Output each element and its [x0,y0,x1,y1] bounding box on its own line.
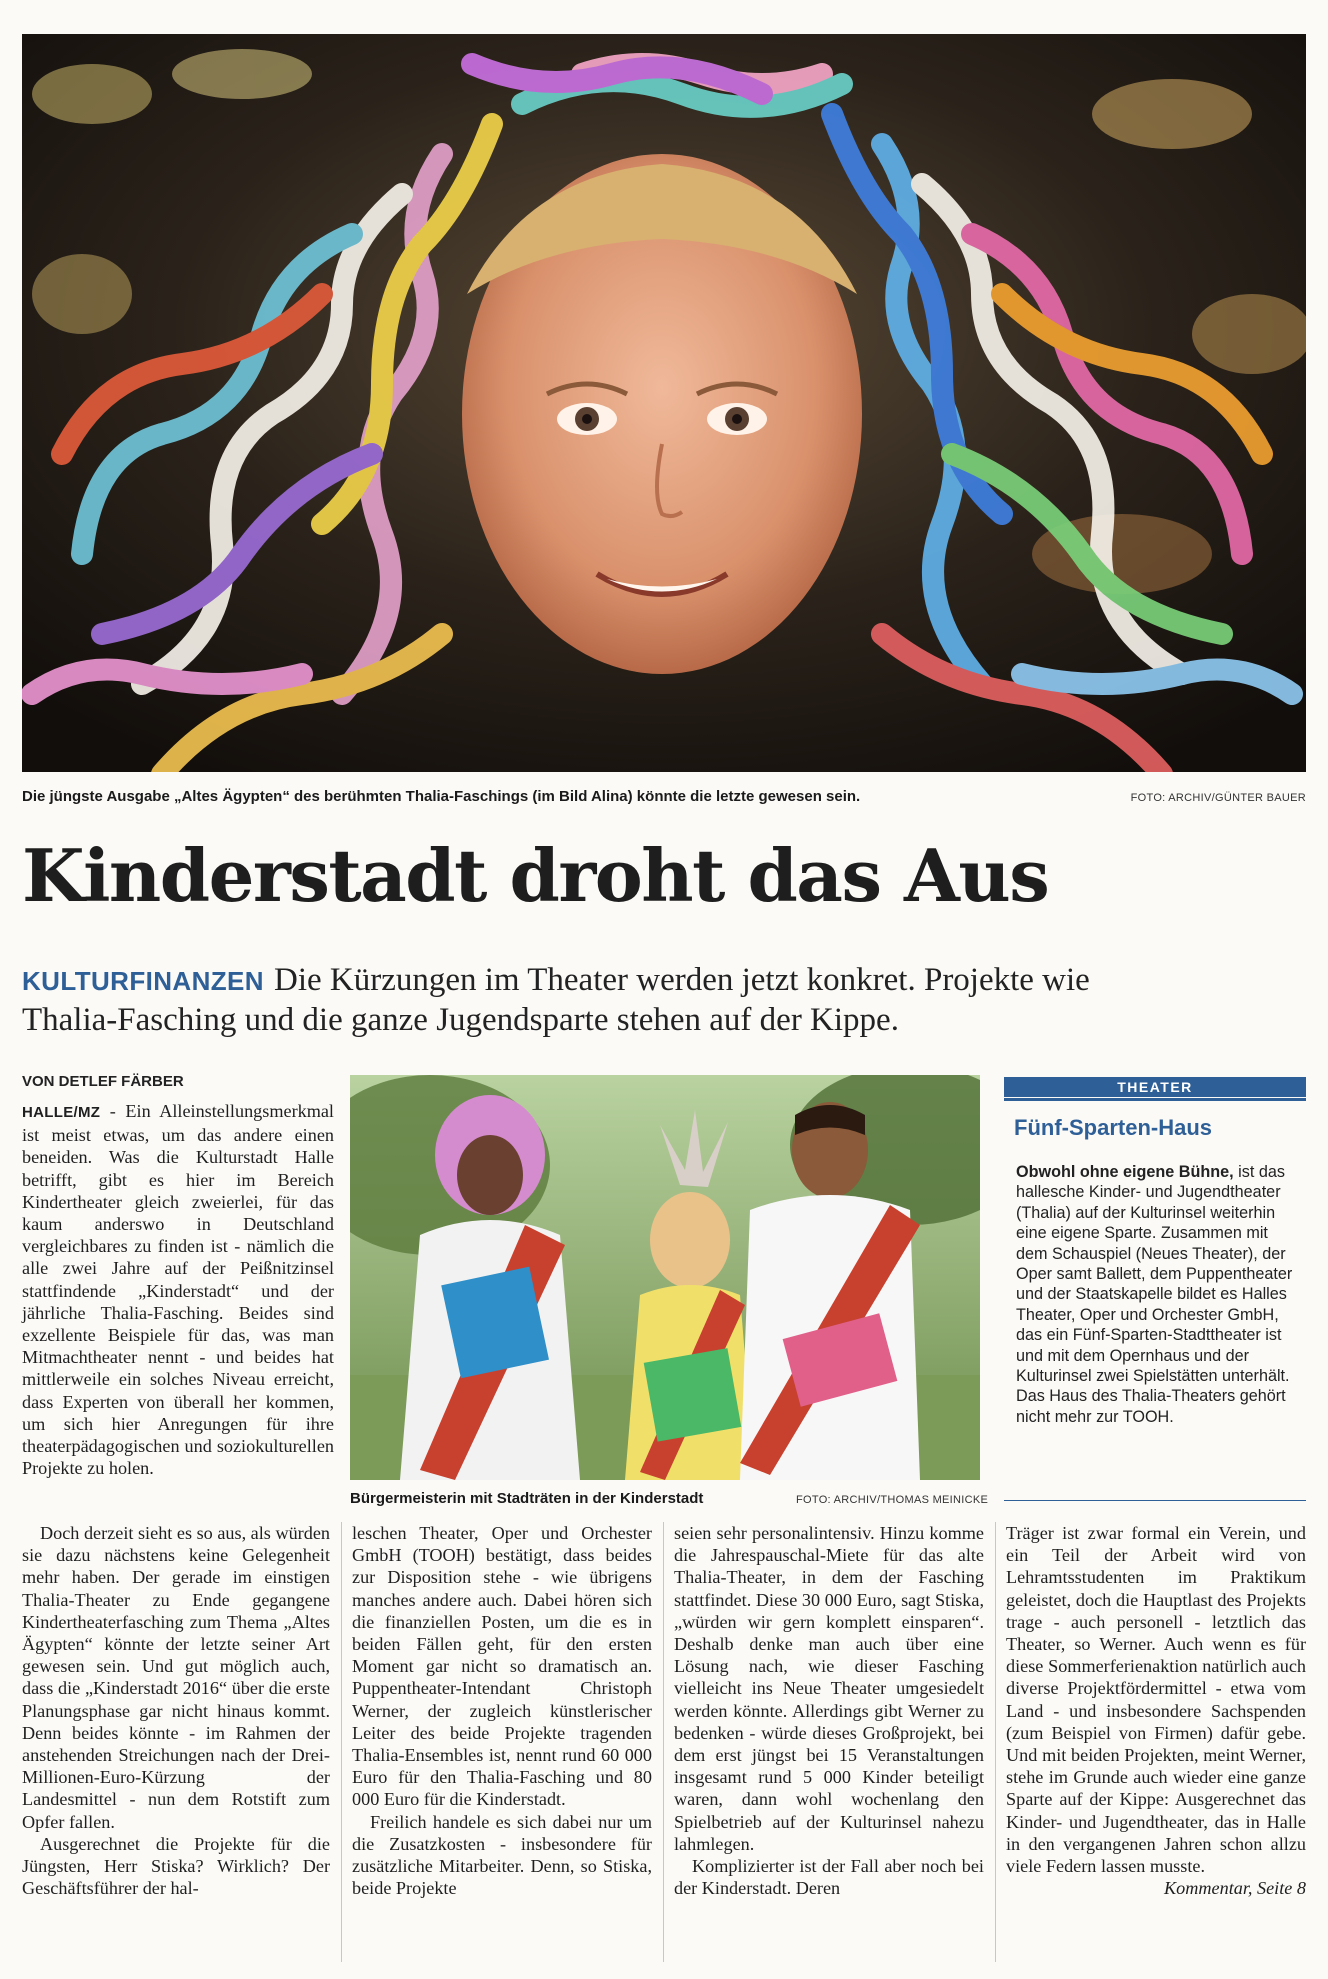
kommentar-reference [1006,1877,1306,1899]
column-divider [995,1522,996,1962]
sidebar-title: Fünf-Sparten-Haus [1014,1115,1212,1140]
byline: VON DETLEF FÄRBER [22,1073,184,1090]
top-photo-credit: FOTO: ARCHIV/GÜNTER BAUER [1130,792,1306,804]
sidebar-rule [1004,1098,1306,1101]
col1-paragraph-1: Doch derzeit sieht es so aus, als würden sie dazu nächstens keine Gelegenheit mehr haben. Der gerade im einstigen Thalia-Theater zu Ende gegangene Kindertheaterfasching zum Thema „Altes Ägypten“ könnte der letzte seiner Art gewesen sein. Und gut möglich auch, dass die „Kinderstadt 2016“ über die erste Planungsphase gar nicht hinaus kommt. Denn beides könnte - im Rahmen der anstehenden Streichungen nach der Drei-Millionen-Euro-Kürzung der Landesmittel - nun dem Rotstift zum Opfer fallen. [22,1523,330,1832]
column-1-top [22,1100,334,1479]
headline: Kinderstadt droht das Aus [22,833,1049,918]
top-photo [22,34,1306,772]
subheadline [22,960,1122,1041]
sidebar-body: ist das hallesche Kinder- und Jugendtheater (Thalia) auf der Kulturinsel weiterhin eine eigene Sparte. Zusammen mit dem Schauspiel (Neues Theater), der Oper samt Ballett, dem Puppentheater und der Staatskapelle bildet es Halles Theater, Oper und Orchester GmbH, das ein Fünf-Sparten-Stadttheater ist und mit dem Opernhaus und der Kulturinsel zwei Spielstätten unterhält. Das Haus des Thalia-Theaters gehört nicht mehr zur TOOH. [1016,1163,1293,1426]
middle-photo-credit: FOTO: ARCHIV/THOMAS MEINICKE [796,1494,989,1506]
middle-photo-caption: Bürgermeisterin mit Stadträten in der Kinderstadt [350,1490,704,1507]
col1-paragraph-2: Ausgerechnet die Projekte für die Jüngsten, Herr Stiska? Wirklich? Der Geschäftsführer der hal- [22,1833,330,1899]
col2-paragraph-1: leschen Theater, Oper und Orchester GmbH (TOOH) bestätigt, dass beides zur Disposition stehe - wie übrigens manches andere auch. Dabei hören sich die finanziellen Posten, um die es in beiden Fällen geht, für den ersten Moment gar nicht so dramatisch an. Puppentheater-Intendant Christoph Werner, der zugleich künstlerischer Leiter des beide Projekte tragenden Thalia-Ensembles ist, nennt rund 60 000 Euro für den Thalia-Fasching und 80 000 Euro für die Kinderstadt. [352,1523,652,1810]
column-divider [341,1522,342,1962]
column-2 [352,1522,652,1899]
sidebar-text [1016,1162,1302,1427]
col4-paragraph-1: Träger ist zwar formal ein Verein, und ein Teil der Arbeit wird von Lehramtsstudenten im Praktikum geleistet, doch die Hauptlast des Projekts trage - auch personell - letztlich das Theater, so Werner. Auch wenn es für diese Sommerferienaktion natürlich auch diverse Projektfördermittel - etwa vom Land - und insbesondere Sachspenden (zum Beispiel von Firmen) dafür gebe. Und mit beiden Projekten, meint Werner, stehe im Grunde auch wieder eine ganze Sparte auf der Kippe: Ausgerechnet das Kinder- und Jugendtheater, das in Halle in den vergangenen Jahren schon allzu viele Federn lassen musste. [1006,1523,1306,1877]
column-1-bottom [22,1522,330,1899]
photo-girl-colorful-hair [22,34,1306,772]
col3-paragraph-1: seien sehr personalintensiv. Hinzu komme die Jahrespauschal-Miete für das alte Thalia-Theater, in dem der Fasching stattfindet. Diese 30 000 Euro, sagt Stiska, „würden wir gern komplett einsparen“. Deshalb denke man auch über eine Lösung nach, wie dieser Fasching vielleicht ins Neue Theater umgesiedelt werden könnte. Allerdings gibt Werner zu bedenken - würde dieses Großprojekt, bei dem erst jüngst bei 15 Veranstaltungen insgesamt rund 5 000 Kinder beteiligt waren, dann wohl wochenlang den Spielbetrieb auf der Kulturinsel nahezu lahmlegen. [674,1523,984,1854]
top-photo-caption: Die jüngste Ausgabe „Altes Ägypten“ des berühmten Thalia-Faschings (im Bild Alina) könnte die letzte gewesen sein. [22,788,861,805]
sidebar-label: THEATER [1004,1077,1306,1097]
column-3 [674,1522,984,1899]
column-4 [1006,1522,1306,1899]
kicker: KULTURFINANZEN [22,966,264,996]
col3-paragraph-2: Komplizierter ist der Fall aber noch bei der Kinderstadt. Deren [674,1856,984,1899]
dateline: HALLE/MZ [22,1104,101,1121]
sidebar-bottom-rule [1004,1500,1306,1501]
col2-paragraph-2: Freilich handele es sich dabei nur um die Zusatzkosten - insbesondere für zusätzliche Mitarbeiter. Denn, so Stiska, beide Projekte [352,1811,652,1899]
kommentar-link[interactable]: Kommentar, Seite 8 [1164,1878,1306,1899]
sidebar-lead: Obwohl ohne eigene Bühne, [1016,1163,1234,1181]
col1-intro-text: - Ein Alleinstellungsmerkmal ist meist etwas, um das andere einen beneiden. Was die Kulturstadt Halle betrifft, gibt es hier im Bereich Kindertheater gleich zweierlei, für das kaum anderswo in Deutschland vergleichbares zu finden ist - nämlich die alle zwei Jahre auf der Peißnitzinsel stattfindende „Kinderstadt“ und der jährliche Thalia-Fasching. Beides sind exzellente Beispiele für das, was man Mitmachtheater nennt - und beides hat mittlerweile ein solches Niveau erreicht, dass Experten von überall her kommen, um sich hier Anregungen für ihre theaterpädagogischen und soziokulturellen Projekte zu holen. [22,1101,334,1479]
middle-photo [350,1075,980,1480]
column-divider [663,1522,664,1962]
subhead-text: Die Kürzungen im Theater werden jetzt konkret. Projekte wie Thalia-Fasching und die ganze Jugendsparte stehen auf der Kippe. [22,962,1090,1039]
photo-children-kinderstadt [350,1075,980,1480]
